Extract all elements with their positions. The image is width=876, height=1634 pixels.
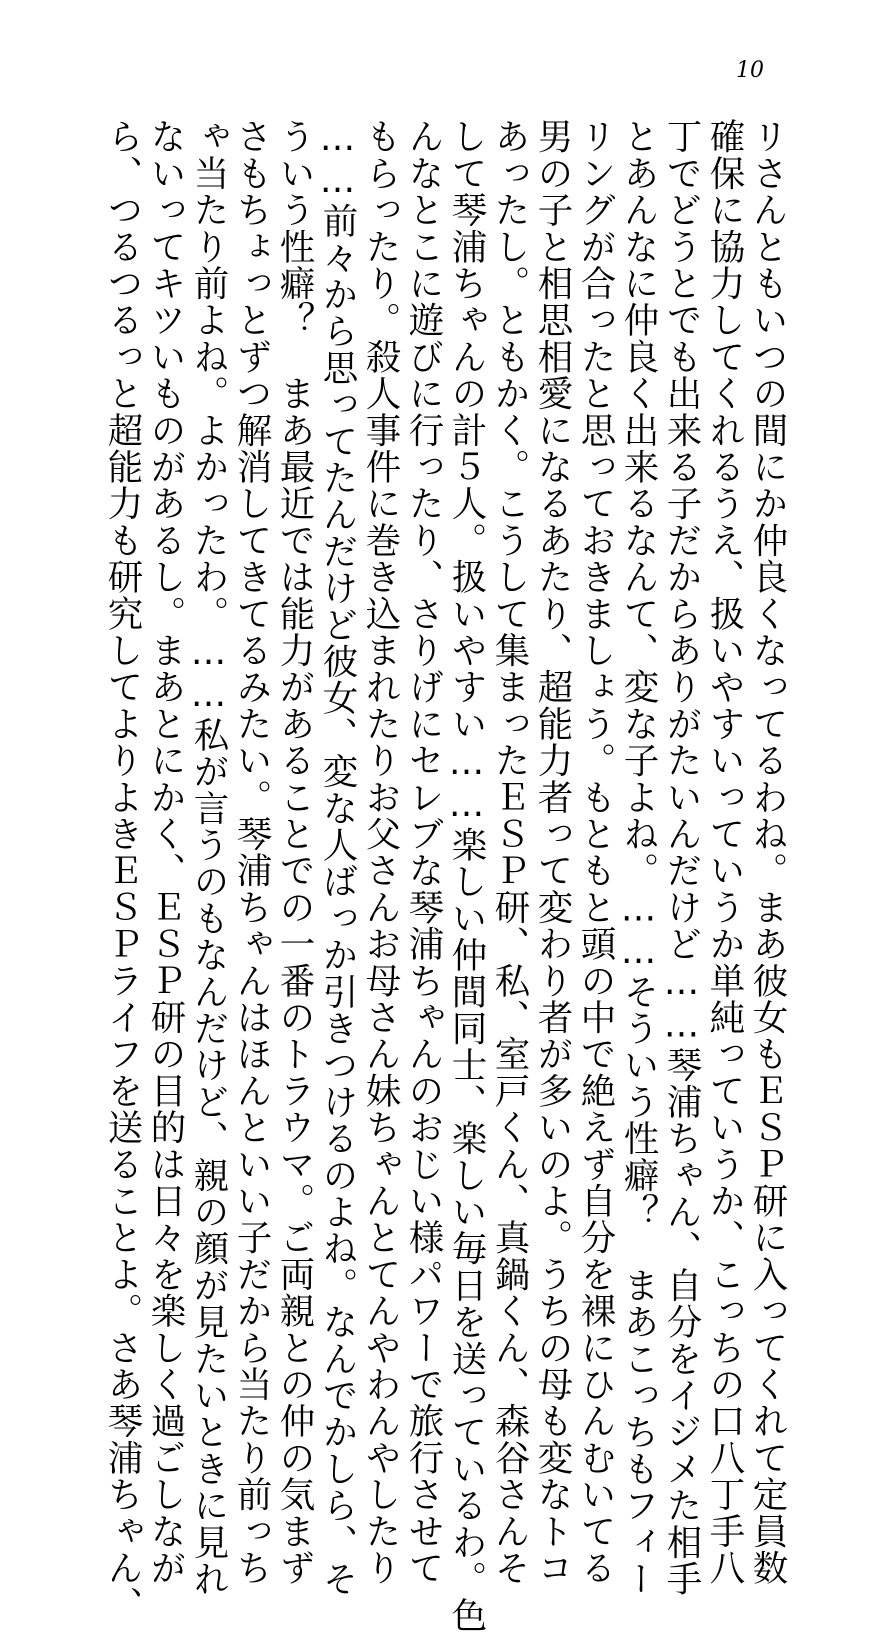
text-column: んなとこに遊びに行ったり、さりげにセレブな琴浦ちゃんのおじい様パワーで旅行させて — [403, 118, 444, 1586]
text-column: リさんともいつの間にか仲良くなってるわね。まあ彼女もＥＳＰ研に入ってくれて定員数 — [747, 118, 788, 1586]
text-column: ないってキツいものがあるし。まあとにかく、ＥＳＰ研の目的は日々を楽しく過ごしなが — [145, 118, 186, 1586]
text-column: 男の子と相思相愛になるあたり、超能力者って変わり者が多いのよ。うちの母も変なトコ — [532, 118, 573, 1586]
body-text — [0, 118, 876, 1634]
text-column: 丁でどうとでも出来る子だからありがたいんだけど……琴浦ちゃん、自分をイジメた相手 — [661, 118, 702, 1597]
text-column: 確保に協力してくれるうえ、扱いやすいっていうか単純っていうか、こっちの口八丁手八 — [704, 118, 745, 1586]
text-column: リングが合ったと思っておきましょう。もともと頭の中で絶えず自分を裸にひんむいてる — [575, 118, 616, 1586]
text-column: ゃ当たり前よね。よかったわ。……私が言うのもなんだけど、親の顔が見たいときに見れ — [188, 118, 229, 1597]
text-column: もらったり。殺人事件に巻き込まれたりお父さんお母さん妹ちゃんとてんやわんやしたり — [360, 118, 401, 1586]
text-column: さもちょっとずつ解消してきてるみたい。琴浦ちゃんはほんといい子だから当たり前っち — [231, 118, 272, 1586]
text-column: とあんなに仲良く出来るなんて、変な子よね。……そういう性癖？ まあこっちもフィー — [618, 118, 659, 1597]
text-column: ういう性癖？ まあ最近では能力があることでの一番のトラウマ。ご両親との仲の気まず — [274, 118, 315, 1586]
text-column: ……前々から思ってたんだけど彼女、変な人ばっか引きつけるのよね。なんでかしら、そ — [317, 118, 358, 1597]
page-number: 10 — [736, 58, 764, 83]
text-column: して琴浦ちゃんの計５人。扱いやすい……楽しい仲間同士、楽しい毎日を送っているわ。色 — [446, 118, 487, 1634]
text-column: ら、つるつるっと超能力も研究してよりよきＥＳＰライフを送ることよ。さあ琴浦ちゃん、 — [102, 118, 143, 1623]
text-column: あったし。ともかく。こうして集まったＥＳＰ研、私、室戸くん、真鍋くん、森谷さんそ — [489, 118, 530, 1586]
